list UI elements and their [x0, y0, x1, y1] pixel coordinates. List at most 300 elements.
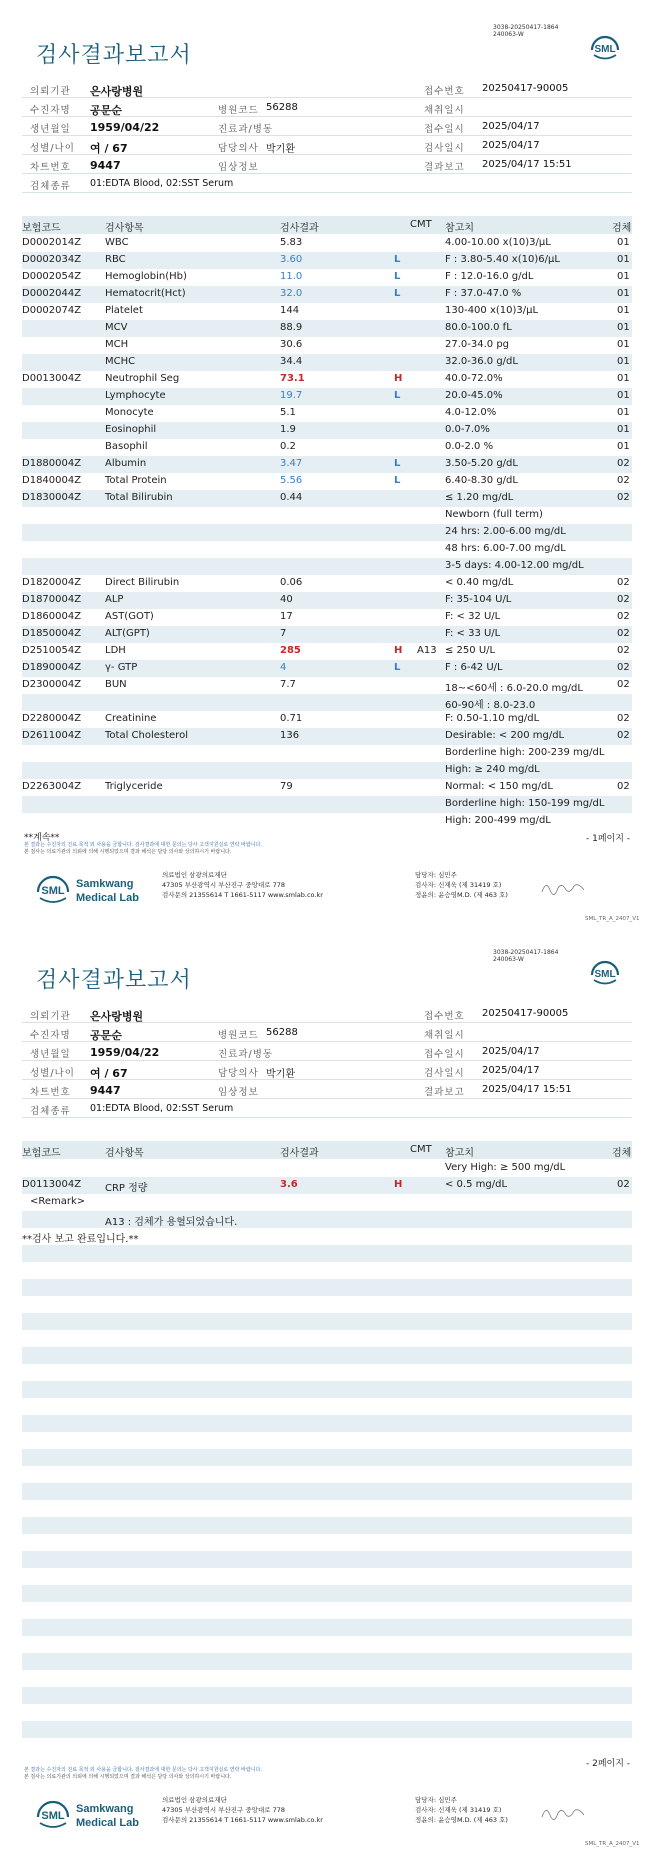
birth-value: 1959/04/22 — [90, 1046, 160, 1059]
table-row — [22, 575, 632, 592]
sex-age-value: 여 / 67 — [90, 142, 128, 155]
test-result: 0.71 — [280, 713, 303, 724]
table-row — [22, 558, 632, 575]
specimen-code: 01 — [617, 322, 630, 333]
doctor-value: 박기환 — [266, 1069, 295, 1080]
test-name: Total Cholesterol — [105, 730, 188, 741]
patient-value: 공문순 — [90, 1029, 122, 1042]
test-name: CRP 정량 — [105, 1183, 148, 1194]
reference-range: 32.0-36.0 g/dL — [445, 356, 518, 367]
report-date-value: 2025/04/17 15:51 — [482, 1084, 572, 1095]
specimen-code: 01 — [617, 305, 630, 316]
institution-label: 의뢰기관 — [30, 86, 71, 97]
reference-range: 27.0-34.0 pg — [445, 339, 510, 350]
test-result: 30.6 — [280, 339, 303, 350]
table-row — [22, 320, 632, 337]
result-flag: L — [394, 458, 401, 469]
table-row — [22, 235, 632, 252]
col-code: 보험코드 — [22, 223, 61, 234]
notice-line-1: 본 결과는 수진자의 진료 목적 외 사용을 금합니다. 검사결과에 대한 문의는 당사 고객지원실로 연락 바랍니다. — [24, 1767, 262, 1773]
results-table-page-2 — [22, 1160, 632, 1755]
header-row-3: 생년월일 1959/04/22 진료과/병동 접수일시 2025/04/17 — [22, 1042, 632, 1061]
reference-range: High: ≥ 240 mg/dL — [445, 764, 540, 775]
reference-range: 18~<60세 : 6.0-20.0 mg/dL — [445, 683, 583, 694]
serial-line-2: 240063-W — [493, 31, 524, 38]
sml-logo-icon — [588, 955, 622, 989]
clinical-label: 임상정보 — [218, 162, 259, 173]
test-name: Basophil — [105, 441, 148, 452]
table-row — [22, 660, 632, 677]
specimen-code: 01 — [617, 424, 630, 435]
institution-value: 은사랑병원 — [90, 85, 144, 98]
specimen-code: 02 — [617, 662, 630, 673]
reference-range: < 0.40 mg/dL — [445, 577, 514, 588]
reference-range: Newborn (full term) — [445, 509, 543, 520]
reference-range: ≤ 250 U/L — [445, 645, 496, 656]
results-table-page-1 — [22, 235, 632, 830]
test-result: 0.44 — [280, 492, 303, 503]
result-flag: L — [394, 271, 401, 282]
specimen-code: 02 — [617, 492, 630, 503]
table-row — [22, 677, 632, 694]
table-row — [22, 643, 632, 660]
test-date-value: 2025/04/17 — [482, 1065, 540, 1076]
table-row — [22, 507, 632, 524]
reference-range: F: < 33 U/L — [445, 628, 501, 639]
footer-staff-info: 담당자: 심민주 검사자: 신재욱 (제 31419 호) 정윤의: 윤승영M.D. (제 463 호) — [415, 1796, 508, 1824]
specimen-code: 01 — [617, 237, 630, 248]
specimen-code: 01 — [617, 390, 630, 401]
specimen-code: 02 — [617, 628, 630, 639]
table-row — [22, 388, 632, 405]
test-name: Total Protein — [105, 475, 167, 486]
header-row-4: 성별/나이 여 / 67 담당의사 박기환 검사일시 2025/04/17 — [22, 1061, 632, 1080]
table-row — [22, 745, 632, 762]
table-row — [22, 728, 632, 745]
test-result: 3.60 — [280, 254, 303, 265]
notice-line-2: 본 검사는 의료기관의 의뢰에 의해 시행되었으며 결과 해석은 담당 의사와 상의하시기 바랍니다. — [24, 1774, 232, 1780]
test-name: LDH — [105, 645, 126, 656]
sml-logo-icon — [588, 30, 622, 64]
receipt-no-label: 접수번호 — [424, 86, 465, 97]
table-row — [22, 1551, 632, 1568]
table-row — [22, 1160, 632, 1177]
table-row — [22, 1636, 632, 1653]
table-row — [22, 1398, 632, 1415]
col-ref: 참고치 — [445, 223, 474, 234]
table-row — [22, 1245, 632, 1262]
continued-text: **계속** — [24, 833, 60, 843]
result-flag: H — [394, 373, 403, 384]
header-row-6: 검체종류 01:EDTA Blood, 02:SST Serum — [22, 1099, 632, 1118]
specimen-code: 02 — [617, 594, 630, 605]
reference-range: F : 37.0-47.0 % — [445, 288, 522, 299]
insurance-code: D1830004Z — [22, 492, 82, 503]
reference-range: 6.40-8.30 g/dL — [445, 475, 518, 486]
table-row — [22, 1194, 632, 1211]
header-row-1 — [22, 79, 632, 98]
test-result: 3.6 — [280, 1179, 298, 1190]
table-row — [22, 1415, 632, 1432]
patient-value: 공문순 — [90, 104, 122, 117]
test-result: 285 — [280, 645, 301, 656]
test-name: Triglyceride — [105, 781, 163, 792]
header-row-1: 의뢰기관 은사랑병원 접수번호 20250417-90005 — [22, 1004, 632, 1023]
page-title: 검사결과보고서 — [36, 43, 192, 68]
table-row — [22, 609, 632, 626]
form-code: SML_TR_A_2407_V1 — [585, 1841, 640, 1847]
reference-range: F : 12.0-16.0 g/dL — [445, 271, 534, 282]
reference-range: F: < 32 U/L — [445, 611, 501, 622]
test-name: ALT(GPT) — [105, 628, 150, 639]
receipt-no-value: 20250417-90005 — [482, 1008, 569, 1019]
test-name: Hematocrit(Hct) — [105, 288, 186, 299]
svg-text:Samkwang: Samkwang — [76, 878, 134, 890]
results-column-header — [22, 216, 632, 234]
test-result: 11.0 — [280, 271, 303, 282]
test-result: 5.83 — [280, 237, 303, 248]
footer-staff-info: 담당자: 심민주 검사자: 신재욱 (제 31419 호) 정윤의: 윤승영M.D. (제 463 호) — [415, 871, 508, 899]
test-name: RBC — [105, 254, 126, 265]
test-name: MCH — [105, 339, 129, 350]
table-row — [22, 1534, 632, 1551]
reference-range: Borderline high: 150-199 mg/dL — [445, 798, 605, 809]
table-row — [22, 1602, 632, 1619]
table-row — [22, 1381, 632, 1398]
specimen-code: 02 — [617, 577, 630, 588]
table-row — [22, 1619, 632, 1636]
collect-date-label: 채취일시 — [424, 105, 465, 116]
table-row — [22, 1466, 632, 1483]
table-row — [22, 1687, 632, 1704]
specimen-code: 01 — [617, 288, 630, 299]
table-row — [22, 1670, 632, 1687]
test-result: 19.7 — [280, 390, 303, 401]
svg-text:SML: SML — [41, 1810, 65, 1822]
results-column-header: 보험코드 검사항목 검사결과 CMT 참고치 검체 — [22, 1141, 632, 1159]
test-result: 79 — [280, 781, 293, 792]
test-result: 7 — [280, 628, 287, 639]
table-row — [22, 1211, 632, 1228]
table-row — [22, 1483, 632, 1500]
table-row — [22, 303, 632, 320]
receipt-no-value: 20250417-90005 — [482, 83, 569, 94]
reference-range: Normal: < 150 mg/dL — [445, 781, 553, 792]
table-row — [22, 1704, 632, 1721]
result-flag: L — [394, 390, 401, 401]
reference-range: 80.0-100.0 fL — [445, 322, 512, 333]
svg-text:Samkwang: Samkwang — [76, 1803, 134, 1815]
test-name: ALP — [105, 594, 124, 605]
header-row-3 — [22, 117, 632, 136]
table-row — [22, 1721, 632, 1738]
report-page-2 — [0, 925, 655, 1850]
report-date-value: 2025/04/17 15:51 — [482, 159, 572, 170]
table-row — [22, 592, 632, 609]
result-flag: L — [394, 662, 401, 673]
org-contact: 검사문의 21355614 T 1661-5117 www.smlab.co.kr — [162, 891, 323, 899]
chart-value: 9447 — [90, 159, 121, 172]
insurance-code: D0002034Z — [22, 254, 82, 265]
test-name: Albumin — [105, 458, 147, 469]
insurance-code: D1820004Z — [22, 577, 82, 588]
table-row — [22, 490, 632, 507]
insurance-code: D1870004Z — [22, 594, 82, 605]
page-number: - 2페이지 - — [586, 1759, 631, 1769]
reference-range: F : 3.80-5.40 x(10)6/μL — [445, 254, 560, 265]
signature-icon — [540, 1803, 590, 1823]
report-serial — [493, 949, 558, 963]
specimen-code: 02 — [617, 645, 630, 656]
reference-range: ≤ 1.20 mg/dL — [445, 492, 514, 503]
reference-range: 4.0-12.0% — [445, 407, 497, 418]
test-date-value: 2025/04/17 — [482, 140, 540, 151]
test-result: 0.2 — [280, 441, 296, 452]
table-row — [22, 456, 632, 473]
dept-label: 진료과/병동 — [218, 124, 274, 135]
header-row-6 — [22, 174, 632, 193]
insurance-code: D1840004Z — [22, 475, 82, 486]
test-name: Monocyte — [105, 407, 154, 418]
reference-range: Very High: ≥ 500 mg/dL — [445, 1162, 566, 1173]
reference-range: 4.00-10.00 x(10)3/μL — [445, 237, 551, 248]
hospital-code-label: 병원코드 — [218, 105, 259, 116]
table-row — [22, 1347, 632, 1364]
reference-range: 0.0-7.0% — [445, 424, 490, 435]
reference-range: 3-5 days: 4.00-12.00 mg/dL — [445, 560, 584, 571]
org-address: 47305 부산광역시 부산진구 중앙대로 778 — [162, 881, 285, 889]
header-row-5: 차트번호 9447 임상정보 결과보고 2025/04/17 15:51 — [22, 1080, 632, 1099]
svg-text:Medical Lab: Medical Lab — [76, 1817, 139, 1829]
insurance-code: D0002074Z — [22, 305, 82, 316]
test-date-label: 검사일시 — [424, 143, 465, 154]
insurance-code: D2300004Z — [22, 679, 82, 690]
col-cmt: CMT — [410, 219, 432, 230]
serial-line-1: 3038-20250417-1864 — [493, 949, 559, 956]
table-row — [22, 1449, 632, 1466]
table-row — [22, 405, 632, 422]
specimen-code: 02 — [617, 781, 630, 792]
reference-range: 48 hrs: 6.00-7.00 mg/dL — [445, 543, 566, 554]
notice-line-1: 본 결과는 수진자의 진료 목적 외 사용을 금합니다. 검사결과에 대한 문의는 당사 고객지원실로 연락 바랍니다. — [24, 842, 262, 848]
test-name: Eosinophil — [105, 424, 157, 435]
reference-range: 40.0-72.0% — [445, 373, 503, 384]
test-name: MCV — [105, 322, 128, 333]
test-name: Platelet — [105, 305, 143, 316]
footer-org-info: 의료법인 삼광의료재단 47305 부산광역시 부산진구 중앙대로 778 검사문의 21355614 T 1661-5117 www.smlab.co.kr — [162, 1796, 323, 1824]
doctor-value: 박기환 — [266, 144, 295, 155]
institution-value: 은사랑병원 — [90, 1010, 144, 1023]
samkwang-logo-icon — [36, 1793, 156, 1835]
test-result: 1.9 — [280, 424, 296, 435]
samkwang-logo — [36, 1793, 156, 1835]
remark-label: <Remark> — [30, 1196, 86, 1207]
table-row — [22, 796, 632, 813]
svg-text:SML: SML — [594, 969, 616, 980]
reference-range: F: 0.50-1.10 mg/dL — [445, 713, 540, 724]
page-title: 검사결과보고서 — [36, 968, 192, 993]
col-result: 검사결과 — [280, 223, 319, 234]
reference-range: 3.50-5.20 g/dL — [445, 458, 518, 469]
col-specimen: 검체 — [612, 223, 632, 234]
org-name: 의료법인 삼광의료재단 — [162, 871, 227, 879]
doctor-label: 담당의사 — [218, 143, 259, 154]
hospital-code-value: 56288 — [266, 1027, 298, 1038]
specimen-code: 02 — [617, 458, 630, 469]
reference-range: 130-400 x(10)3/μL — [445, 305, 539, 316]
reference-range: F : 6-42 U/L — [445, 662, 503, 673]
table-row — [22, 286, 632, 303]
specimen-code: 01 — [617, 407, 630, 418]
table-row — [22, 1568, 632, 1585]
birth-label: 생년월일 — [30, 124, 71, 135]
test-name: Total Bilirubin — [105, 492, 173, 503]
notice-line-2: 본 검사는 의료기관의 의뢰에 의해 시행되었으며 결과 해석은 담당 의사와 상의하시기 바랍니다. — [24, 849, 232, 855]
table-row — [22, 1177, 632, 1194]
test-result: 32.0 — [280, 288, 303, 299]
test-result: 17 — [280, 611, 293, 622]
header-row-2: 수진자명 공문순 병원코드 56288 채취일시 — [22, 1023, 632, 1042]
test-result: 73.1 — [280, 373, 305, 384]
table-row — [22, 439, 632, 456]
col-name: 검사항목 — [105, 223, 144, 234]
table-row — [22, 1262, 632, 1279]
sex-age-label: 성별/나이 — [30, 143, 75, 154]
insurance-code: D2280004Z — [22, 713, 82, 724]
table-row — [22, 1432, 632, 1449]
table-row — [22, 779, 632, 796]
reference-range: < 0.5 mg/dL — [445, 1179, 508, 1190]
table-row — [22, 524, 632, 541]
specimen-code: 02 — [617, 475, 630, 486]
result-flag: H — [394, 645, 403, 656]
specimen-code: 02 — [617, 679, 630, 690]
comment-code: A13 — [417, 645, 437, 656]
table-row — [22, 473, 632, 490]
test-result: 34.4 — [280, 356, 303, 367]
specimen-code: 01 — [617, 271, 630, 282]
report-serial — [493, 24, 558, 38]
test-name: WBC — [105, 237, 129, 248]
result-flag: L — [394, 475, 401, 486]
table-row — [22, 1279, 632, 1296]
form-code: SML_TR_A_2407_V1 — [585, 916, 640, 922]
test-name: γ- GTP — [105, 662, 138, 673]
table-row — [22, 694, 632, 711]
table-row — [22, 1738, 632, 1755]
table-row — [22, 1364, 632, 1381]
test-name: MCHC — [105, 356, 136, 367]
footer-org-info — [162, 870, 323, 900]
insurance-code: D2611004Z — [22, 730, 82, 741]
receipt-date-value: 2025/04/17 — [482, 1046, 540, 1057]
header-row-5 — [22, 155, 632, 174]
table-row — [22, 371, 632, 388]
table-row — [22, 354, 632, 371]
table-row — [22, 1653, 632, 1670]
table-row — [22, 813, 632, 830]
table-row — [22, 626, 632, 643]
chart-label: 차트번호 — [30, 162, 71, 173]
test-result: 88.9 — [280, 322, 303, 333]
page-number: - 1페이지 - — [586, 834, 631, 844]
test-name: Neutrophil Seg — [105, 373, 180, 384]
specimen-code: 01 — [617, 356, 630, 367]
test-result: 3.47 — [280, 458, 303, 469]
test-result: 40 — [280, 594, 293, 605]
receipt-date-value: 2025/04/17 — [482, 121, 540, 132]
insurance-code: D1880004Z — [22, 458, 82, 469]
test-result: 5.56 — [280, 475, 303, 486]
table-row — [22, 762, 632, 779]
table-row — [22, 252, 632, 269]
test-result: 0.06 — [280, 577, 303, 588]
test-result: 7.7 — [280, 679, 296, 690]
table-row — [22, 541, 632, 558]
sex-age-value: 여 / 67 — [90, 1067, 128, 1080]
samkwang-logo — [36, 868, 156, 910]
report-complete: **검사 보고 완료입니다.** — [22, 1234, 139, 1245]
insurance-code: D2510054Z — [22, 645, 82, 656]
result-flag: L — [394, 288, 401, 299]
insurance-code: D0002044Z — [22, 288, 82, 299]
table-row — [22, 1313, 632, 1330]
test-name: Creatinine — [105, 713, 157, 724]
reference-range: Borderline high: 200-239 mg/dL — [445, 747, 605, 758]
specimen-code: 02 — [617, 713, 630, 724]
reference-range: 0.0-2.0 % — [445, 441, 494, 452]
svg-text:SML: SML — [41, 885, 65, 897]
insurance-code: D2263004Z — [22, 781, 82, 792]
chart-value: 9447 — [90, 1084, 121, 1097]
header-row-2 — [22, 98, 632, 117]
insurance-code: D1850004Z — [22, 628, 82, 639]
hospital-code-value: 56288 — [266, 102, 298, 113]
svg-text:Medical Lab: Medical Lab — [76, 892, 139, 904]
logo-text: SML — [594, 44, 616, 55]
test-name: BUN — [105, 679, 127, 690]
table-row — [22, 1228, 632, 1245]
reference-range: 20.0-45.0% — [445, 390, 503, 401]
table-row — [22, 1330, 632, 1347]
table-row — [22, 269, 632, 286]
specimen-code: 01 — [617, 441, 630, 452]
insurance-code: D1860004Z — [22, 611, 82, 622]
samkwang-logo-icon — [36, 868, 156, 910]
reference-range: High: 200-499 mg/dL — [445, 815, 551, 826]
insurance-code: D0002054Z — [22, 271, 82, 282]
table-row — [22, 1296, 632, 1313]
insurance-code: D0113004Z — [22, 1179, 82, 1190]
table-row — [22, 422, 632, 439]
reference-range: 60-90세 : 8.0-23.0 — [445, 700, 536, 711]
specimen-code: 01 — [617, 373, 630, 384]
specimen-label: 검체종류 — [30, 181, 71, 192]
test-result: 5.1 — [280, 407, 296, 418]
reference-range: Desirable: < 200 mg/dL — [445, 730, 565, 741]
remark-text: A13 : 검체가 용혈되었습니다. — [105, 1217, 238, 1228]
test-name: AST(GOT) — [105, 611, 154, 622]
birth-value: 1959/04/22 — [90, 121, 160, 134]
specimen-code: 01 — [617, 254, 630, 265]
test-name: Hemoglobin(Hb) — [105, 271, 187, 282]
header-row-4 — [22, 136, 632, 155]
signature-icon — [540, 878, 590, 898]
specimen-value: 01:EDTA Blood, 02:SST Serum — [90, 1103, 234, 1114]
test-result: 136 — [280, 730, 300, 741]
patient-label: 수진자명 — [30, 105, 71, 116]
reference-range: F: 35-104 U/L — [445, 594, 512, 605]
